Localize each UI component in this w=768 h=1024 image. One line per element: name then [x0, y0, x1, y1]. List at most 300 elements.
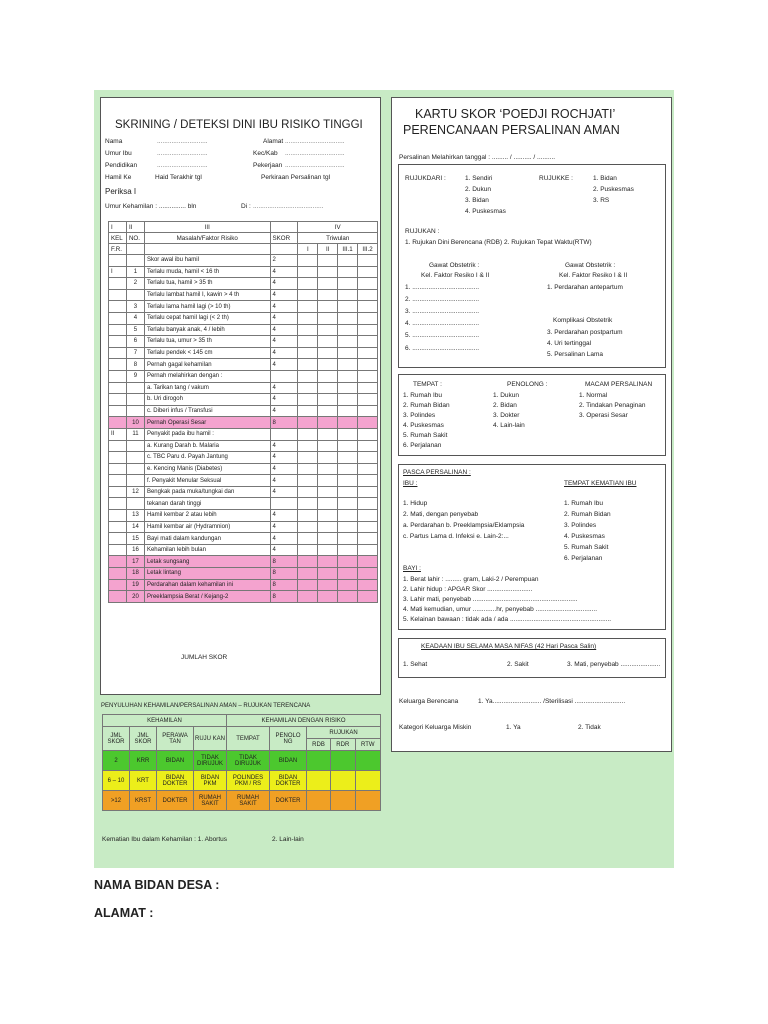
triwulan-cell[interactable] — [298, 556, 318, 568]
triwulan-cell[interactable] — [298, 510, 318, 522]
risk-no: 19 — [126, 579, 144, 591]
komplikasi-item: 5. Persalinan Lama — [547, 351, 604, 358]
field-dots: ............................ — [157, 138, 208, 145]
risk-row — [109, 359, 378, 371]
field-dots: ............................ — [157, 162, 208, 169]
risk-skor: 4 — [270, 405, 298, 417]
triwulan-cell[interactable] — [338, 336, 358, 348]
triwulan-cell[interactable] — [298, 486, 318, 498]
risk-no — [126, 498, 144, 510]
triwulan-cell[interactable] — [358, 544, 378, 556]
triwulan-cell[interactable] — [358, 452, 378, 464]
risk-text: Hamil kembar 2 atau lebih — [144, 510, 270, 522]
risk-kel — [109, 544, 127, 556]
risk-skor: 4 — [270, 266, 298, 278]
komplikasi-item: 4. Uri tertinggal — [547, 340, 592, 347]
triwulan-cell[interactable] — [318, 394, 338, 406]
field-perkiraan: Perkiraan Persalinan tgl — [261, 174, 331, 181]
risk-text: Terlalu cepat hamil lagi (< 2 th) — [144, 312, 270, 324]
triwulan-cell[interactable] — [358, 591, 378, 603]
risk-skor: 4 — [270, 382, 298, 394]
triwulan-cell[interactable] — [298, 324, 318, 336]
kb-text: 1. Ya........................... /Sterilisasi ............................ — [478, 698, 626, 705]
gawat-right: Gawat Obstetrik : — [565, 262, 616, 269]
tempat-item: 6. Perjalanan — [403, 442, 442, 449]
triwulan-cell[interactable] — [358, 359, 378, 371]
rujukan-cell[interactable] — [355, 751, 380, 771]
risk-no: 10 — [126, 417, 144, 429]
tempat-box — [398, 374, 666, 456]
miskin-label: Kategori Keluarga Miskin — [399, 724, 472, 731]
triwulan-cell[interactable] — [298, 278, 318, 290]
risk-no: 20 — [126, 591, 144, 603]
triwulan-cell[interactable] — [318, 359, 338, 371]
risk-row — [109, 255, 378, 267]
ibu-item: c. Partus Lama d. Infeksi e. Lain-2:... — [403, 533, 509, 540]
risk-skor: 4 — [270, 289, 298, 301]
triwulan-cell[interactable] — [318, 278, 338, 290]
triwulan-cell[interactable] — [338, 405, 358, 417]
triwulan-cell[interactable] — [318, 301, 338, 313]
triwulan-cell[interactable] — [318, 475, 338, 487]
triwulan-cell[interactable] — [358, 312, 378, 324]
triwulan-cell[interactable] — [338, 370, 358, 382]
risk-text: a. Kurang Darah b. Malaria — [144, 440, 270, 452]
triwulan-cell[interactable] — [318, 289, 338, 301]
triwulan-cell[interactable] — [298, 579, 318, 591]
scanned-card-sheet — [94, 90, 674, 868]
risk-text: tekanan darah tinggi — [144, 498, 270, 510]
risk-skor: 8 — [270, 591, 298, 603]
triwulan-cell[interactable] — [318, 312, 338, 324]
triwulan-cell[interactable] — [318, 579, 338, 591]
triwulan-cell[interactable] — [338, 266, 358, 278]
plan-group-risiko: KEHAMILAN DENGAN RISIKO — [227, 715, 381, 727]
triwulan-cell[interactable] — [318, 463, 338, 475]
triwulan-cell[interactable] — [298, 370, 318, 382]
bayi-label: BAYI : — [403, 565, 421, 572]
risk-row — [109, 324, 378, 336]
field-haid: Haid Terakhir tgl — [155, 174, 202, 181]
triwulan-cell[interactable] — [358, 289, 378, 301]
risk-skor: 4 — [270, 324, 298, 336]
field-dots: ................................. — [285, 138, 345, 145]
tempat-label: TEMPAT : — [413, 381, 442, 388]
footer-kematian: Kematian Ibu dalam Kehamilan : 1. Abortus — [102, 836, 228, 843]
triwulan-cell[interactable] — [318, 568, 338, 580]
triwulan-cell[interactable] — [358, 463, 378, 475]
risk-no — [126, 289, 144, 301]
triwulan-cell[interactable] — [318, 486, 338, 498]
triwulan-cell[interactable] — [358, 521, 378, 533]
risk-kel — [109, 394, 127, 406]
risk-skor: 4 — [270, 312, 298, 324]
risk-kel — [109, 475, 127, 487]
bayi-item: 5. Kelainan bawaan : tidak ada / ada ........................................................ — [403, 616, 612, 623]
risk-no: 12 — [126, 486, 144, 498]
bayi-item: 3. Lahir mati, penyebab .......................................................... — [403, 596, 578, 603]
triwulan-cell[interactable] — [298, 336, 318, 348]
triwulan-cell[interactable] — [358, 301, 378, 313]
risk-kel — [109, 278, 127, 290]
triwulan-cell[interactable] — [318, 521, 338, 533]
triwulan-cell[interactable] — [338, 591, 358, 603]
tempat-item: 2. Rumah Bidan — [403, 402, 450, 409]
rujukdari-item: 4. Puskesmas — [465, 208, 506, 215]
komplikasi-item: 3. Perdarahan postpartum — [547, 329, 623, 336]
risk-row — [109, 510, 378, 522]
rujukan-cell[interactable] — [355, 771, 380, 791]
triwulan-cell[interactable] — [298, 568, 318, 580]
risk-no — [126, 440, 144, 452]
plan-cell: RUMAH SAKIT — [194, 791, 227, 811]
risk-no: 13 — [126, 510, 144, 522]
triwulan-cell[interactable] — [318, 440, 338, 452]
triwulan-cell[interactable] — [298, 347, 318, 359]
risk-kel — [109, 452, 127, 464]
risk-row — [109, 544, 378, 556]
rujukke-item: 3. RS — [593, 197, 610, 204]
risk-text: Terlalu tua, hamil > 35 th — [144, 278, 270, 290]
triwulan-cell[interactable] — [318, 336, 338, 348]
triwulan-cell[interactable] — [298, 591, 318, 603]
col-triwulan: Triwulan — [298, 233, 378, 244]
triwulan-cell[interactable] — [298, 405, 318, 417]
triwulan-cell[interactable] — [298, 440, 318, 452]
empty-cell — [126, 244, 144, 255]
rujukdari-item: 3. Bidan — [465, 197, 489, 204]
risk-text: Bayi mati dalam kandungan — [144, 533, 270, 545]
risk-no: 17 — [126, 556, 144, 568]
tempat-kematian-item: 3. Polindes — [564, 522, 597, 529]
risk-text: Kehamilan lebih bulan — [144, 544, 270, 556]
penolong-item: 2. Bidan — [493, 402, 517, 409]
triwulan-cell[interactable] — [318, 405, 338, 417]
tempat-item: 1. Rumah Ibu — [403, 392, 443, 399]
field-umur: Umur Ibu — [105, 150, 132, 157]
risk-kel — [109, 312, 127, 324]
plan-head: TEMPAT — [227, 727, 270, 751]
risk-text: Bengkak pada muka/tungkai dan — [144, 486, 270, 498]
risk-no — [126, 382, 144, 394]
risk-row — [109, 266, 378, 278]
tempat-kematian-item: 2. Rumah Bidan — [564, 511, 611, 518]
triwulan-cell[interactable] — [298, 452, 318, 464]
triwulan-cell[interactable] — [338, 475, 358, 487]
triwulan-cell[interactable] — [298, 312, 318, 324]
miskin-ya: 1. Ya — [506, 724, 521, 731]
plan-head: PENOLO NG — [270, 727, 307, 751]
triwulan-cell[interactable] — [338, 440, 358, 452]
risk-kel — [109, 324, 127, 336]
risk-skor: 4 — [270, 475, 298, 487]
risk-row — [109, 452, 378, 464]
risk-no — [126, 463, 144, 475]
triwulan-cell[interactable] — [338, 533, 358, 545]
triwulan-cell[interactable] — [318, 324, 338, 336]
plan-row — [103, 771, 381, 791]
triwulan-cell[interactable] — [298, 417, 318, 429]
triwulan-cell[interactable] — [358, 510, 378, 522]
triwulan-cell[interactable] — [338, 255, 358, 267]
triwulan-cell[interactable] — [318, 255, 338, 267]
risk-text: Terlalu tua, umur > 35 th — [144, 336, 270, 348]
field-alamat: Alamat — [263, 138, 284, 145]
risk-kel — [109, 486, 127, 498]
macam-item: 2. Tindakan Penaginan — [579, 402, 646, 409]
risk-row — [109, 347, 378, 359]
triwulan-cell[interactable] — [318, 417, 338, 429]
triwulan-cell[interactable] — [358, 382, 378, 394]
triwulan-cell[interactable] — [318, 370, 338, 382]
risk-skor: 4 — [270, 301, 298, 313]
risk-row — [109, 278, 378, 290]
risk-text: Pernah Operasi Sesar — [144, 417, 270, 429]
triwulan-cell[interactable] — [358, 475, 378, 487]
risk-text: f. Penyakit Menular Seksual — [144, 475, 270, 487]
risk-text: Terlalu lambat hamil I, kawin > 4 th — [144, 289, 270, 301]
plan-head: RUJU KAN — [194, 727, 227, 751]
triwulan-cell[interactable] — [358, 347, 378, 359]
card-title-2: PERENCANAAN PERSALINAN AMAN — [403, 123, 620, 137]
triwulan-cell[interactable] — [358, 278, 378, 290]
risk-row — [109, 486, 378, 498]
risk-skor: 4 — [270, 463, 298, 475]
plan-cell: BIDAN DOKTER — [157, 771, 194, 791]
triwulan-cell[interactable] — [318, 266, 338, 278]
triwulan-cell[interactable] — [338, 510, 358, 522]
risk-kel — [109, 440, 127, 452]
triwulan-cell[interactable] — [298, 382, 318, 394]
field-nama: Nama — [105, 138, 123, 145]
risk-kel — [109, 301, 127, 313]
col-no: NO. — [126, 233, 144, 244]
triwulan-cell[interactable] — [338, 347, 358, 359]
risk-no — [126, 255, 144, 267]
triwulan-cell[interactable] — [338, 486, 358, 498]
risk-row — [109, 289, 378, 301]
triwulan-cell[interactable] — [358, 370, 378, 382]
triwulan-cell[interactable] — [338, 556, 358, 568]
risk-row — [109, 417, 378, 429]
triwulan-cell[interactable] — [358, 579, 378, 591]
risk-kel — [109, 568, 127, 580]
triwulan-cell[interactable] — [338, 301, 358, 313]
rujukan-cell[interactable] — [307, 791, 331, 811]
triwulan-cell[interactable] — [338, 428, 358, 440]
plan-group-kehamilan: KEHAMILAN — [103, 715, 227, 727]
col-tw: II — [318, 244, 338, 255]
risk-row — [109, 556, 378, 568]
triwulan-cell[interactable] — [358, 336, 378, 348]
triwulan-cell[interactable] — [338, 278, 358, 290]
risk-no — [126, 452, 144, 464]
rujukan-cell[interactable] — [331, 751, 356, 771]
risk-kel: I — [109, 266, 127, 278]
plan-title: PENYULUHAN KEHAMILAN/PERSALINAN AMAN – RUJUKAN TERENCANA — [101, 703, 311, 709]
triwulan-cell[interactable] — [298, 428, 318, 440]
risk-kel — [109, 255, 127, 267]
screening-title: SKRINING / DETEKSI DINI IBU RISIKO TINGGI — [115, 119, 363, 131]
dots-line: 5. ..................................... — [405, 332, 480, 339]
triwulan-cell[interactable] — [358, 405, 378, 417]
risk-text: Letak sungsang — [144, 556, 270, 568]
tempat-item: 3. Polindes — [403, 412, 436, 419]
risk-skor: 4 — [270, 336, 298, 348]
plan-cell: POLINDES PKM / RS — [227, 771, 270, 791]
penolong-item: 4. Lain-lain — [493, 422, 525, 429]
triwulan-cell[interactable] — [338, 324, 358, 336]
score-card-panel — [391, 97, 672, 752]
card-title-1: KARTU SKOR ‘POEDJI ROCHJATI’ — [415, 107, 616, 121]
pasca-box — [398, 464, 666, 630]
risk-kel — [109, 510, 127, 522]
rujukan-cell[interactable] — [331, 791, 356, 811]
triwulan-cell[interactable] — [358, 498, 378, 510]
triwulan-cell[interactable] — [298, 463, 318, 475]
triwulan-cell[interactable] — [358, 417, 378, 429]
triwulan-cell[interactable] — [338, 289, 358, 301]
risk-kel — [109, 370, 127, 382]
risk-skor: 4 — [270, 486, 298, 498]
umur-kehamilan: Umur Kehamilan : ............... bln — [105, 203, 197, 210]
col-tw: III.2 — [358, 244, 378, 255]
triwulan-cell[interactable] — [338, 544, 358, 556]
rujukke-item: 2. Puskesmas — [593, 186, 634, 193]
triwulan-cell[interactable] — [298, 544, 318, 556]
triwulan-cell[interactable] — [358, 556, 378, 568]
nifas-item: 3. Mati, penyebab ...................... — [567, 661, 661, 668]
rujukan-cell[interactable] — [307, 751, 331, 771]
col-kel: KEL — [109, 233, 127, 244]
risk-no — [126, 405, 144, 417]
triwulan-cell[interactable] — [358, 428, 378, 440]
alamat-label: ALAMAT : — [94, 906, 154, 920]
risk-row — [109, 405, 378, 417]
triwulan-cell[interactable] — [318, 452, 338, 464]
risk-no: 7 — [126, 347, 144, 359]
risk-skor: 8 — [270, 568, 298, 580]
risk-skor: 4 — [270, 533, 298, 545]
triwulan-cell[interactable] — [298, 394, 318, 406]
col-fr: F.R. — [109, 244, 127, 255]
plan-row — [103, 751, 381, 771]
triwulan-cell[interactable] — [318, 533, 338, 545]
triwulan-cell[interactable] — [338, 579, 358, 591]
col-masalah: Masalah/Faktor Risiko — [144, 233, 270, 244]
pasca-label: PASCA PERSALINAN : — [403, 469, 471, 476]
triwulan-cell[interactable] — [358, 394, 378, 406]
triwulan-cell[interactable] — [338, 463, 358, 475]
penolong-item: 1. Dukun — [493, 392, 520, 399]
triwulan-cell[interactable] — [318, 544, 338, 556]
kb-label: Keluarga Berencana — [399, 698, 459, 705]
risk-no: 1 — [126, 266, 144, 278]
risk-no — [126, 394, 144, 406]
triwulan-cell[interactable] — [358, 486, 378, 498]
rujukan-cell[interactable] — [307, 771, 331, 791]
dots-line: 4. ..................................... — [405, 320, 480, 327]
triwulan-cell[interactable] — [318, 510, 338, 522]
triwulan-cell[interactable] — [338, 382, 358, 394]
triwulan-cell[interactable] — [338, 394, 358, 406]
risk-text: Hamil kembar air (Hydramnion) — [144, 521, 270, 533]
triwulan-cell[interactable] — [338, 312, 358, 324]
triwulan-cell[interactable] — [338, 498, 358, 510]
komplikasi-label: Komplikasi Obstetrik — [553, 317, 613, 324]
triwulan-cell[interactable] — [298, 498, 318, 510]
plan-cell: BIDAN DOKTER — [270, 771, 307, 791]
rujukan-cell[interactable] — [331, 771, 356, 791]
triwulan-cell[interactable] — [298, 359, 318, 371]
triwulan-cell[interactable] — [358, 255, 378, 267]
risk-text: Pernah melahirkan dengan : — [144, 370, 270, 382]
risk-kel — [109, 533, 127, 545]
risk-skor: 4 — [270, 544, 298, 556]
screening-panel — [100, 97, 381, 695]
triwulan-cell[interactable] — [298, 521, 318, 533]
risk-row — [109, 336, 378, 348]
risk-row — [109, 394, 378, 406]
macam-label: MACAM PERSALINAN — [585, 381, 653, 388]
triwulan-cell[interactable] — [298, 533, 318, 545]
triwulan-cell[interactable] — [318, 556, 338, 568]
triwulan-cell[interactable] — [298, 266, 318, 278]
tempat-kematian-item: 1. Rumah Ibu — [564, 500, 604, 507]
risk-kel — [109, 336, 127, 348]
triwulan-cell[interactable] — [298, 255, 318, 267]
triwulan-cell[interactable] — [338, 452, 358, 464]
triwulan-cell[interactable] — [298, 289, 318, 301]
triwulan-cell[interactable] — [358, 568, 378, 580]
tempat-kematian-item: 5. Rumah Sakit — [564, 544, 609, 551]
triwulan-cell[interactable] — [358, 533, 378, 545]
plan-cell: >12 — [103, 791, 130, 811]
triwulan-cell[interactable] — [318, 591, 338, 603]
risk-row — [109, 370, 378, 382]
rujukan-cell[interactable] — [355, 791, 380, 811]
triwulan-cell[interactable] — [318, 498, 338, 510]
triwulan-cell[interactable] — [318, 382, 338, 394]
macam-item: 3. Operasi Sesar — [579, 412, 628, 419]
triwulan-cell[interactable] — [338, 359, 358, 371]
triwulan-cell[interactable] — [338, 521, 358, 533]
triwulan-cell[interactable] — [358, 440, 378, 452]
plan-head: RUJUKAN — [307, 727, 381, 739]
triwulan-cell[interactable] — [318, 347, 338, 359]
risk-kel — [109, 463, 127, 475]
field-dots: ....................................... — [253, 203, 324, 210]
dots-line: 6. ..................................... — [405, 345, 480, 352]
risk-row — [109, 312, 378, 324]
triwulan-cell[interactable] — [358, 324, 378, 336]
triwulan-cell[interactable] — [358, 266, 378, 278]
risk-text: Perdarahan dalam kehamilan ini — [144, 579, 270, 591]
triwulan-cell[interactable] — [338, 417, 358, 429]
rujukan-label: RUJUKAN : — [405, 228, 440, 235]
kel-right: Kel. Faktor Resiko I & II — [559, 272, 628, 279]
triwulan-cell[interactable] — [318, 428, 338, 440]
risk-no: 4 — [126, 312, 144, 324]
risk-skor — [270, 370, 298, 382]
triwulan-cell[interactable] — [338, 568, 358, 580]
risk-kel — [109, 556, 127, 568]
risk-text: Terlalu lama hamil lagi (> 10 th) — [144, 301, 270, 313]
triwulan-cell[interactable] — [298, 475, 318, 487]
triwulan-cell[interactable] — [298, 301, 318, 313]
risk-text: Preeklampsia Berat / Kejang-2 — [144, 591, 270, 603]
risk-text: a. Tarikan tang / vakum — [144, 382, 270, 394]
